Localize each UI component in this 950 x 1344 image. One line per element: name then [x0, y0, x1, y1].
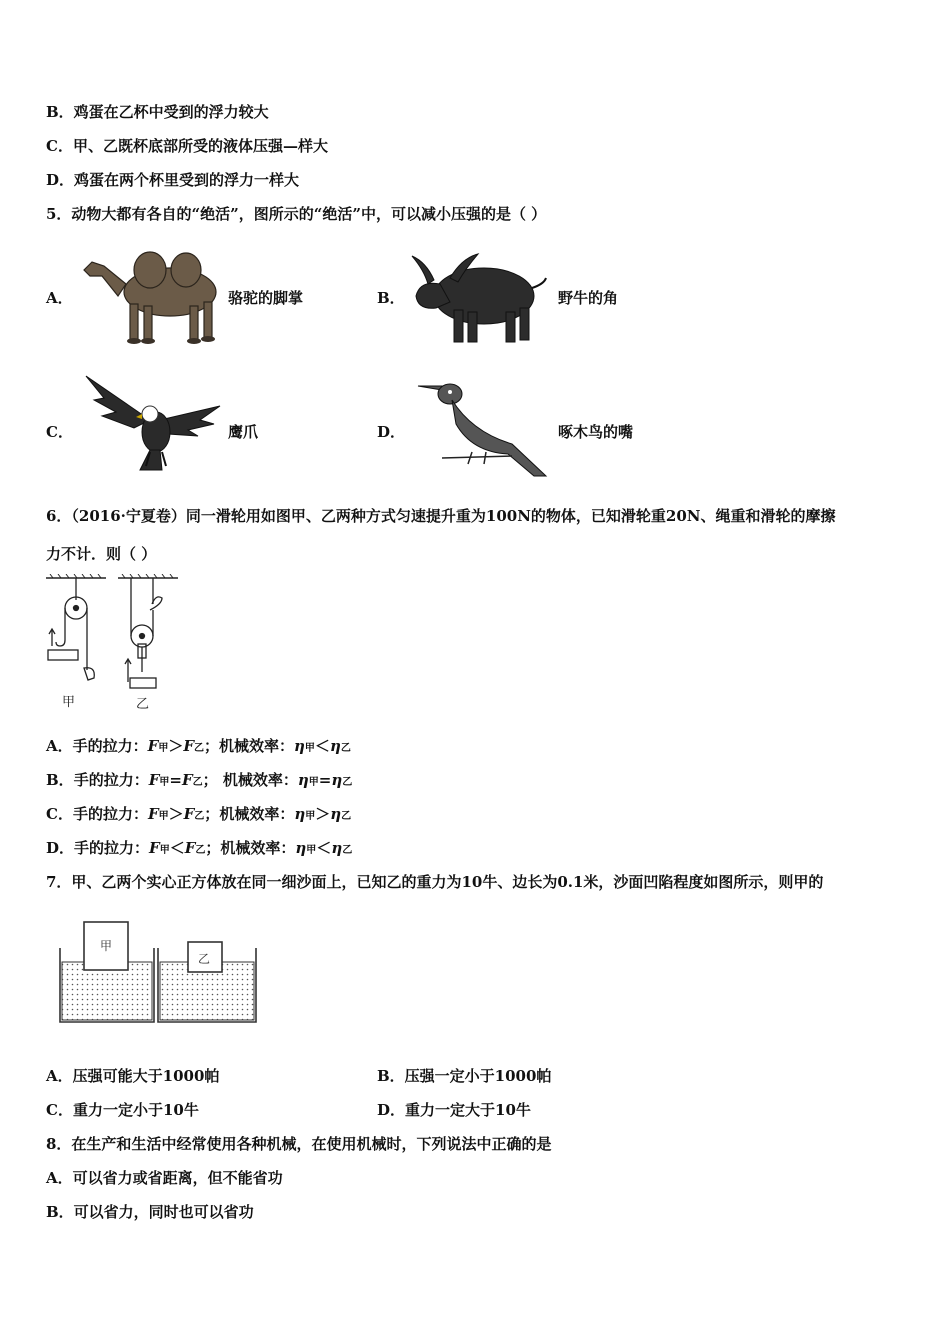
woodpecker-image — [412, 372, 552, 480]
q5-option-b-text: 野牛的角 — [558, 289, 619, 307]
q5-option-c-text: 鹰爪 — [228, 423, 259, 441]
q5-option-c-letter: C． — [46, 423, 73, 441]
q7-option-c: C．重力一定小于10牛 — [46, 1101, 199, 1119]
q8-option-b: B．可以省力，同时也可以省功 — [46, 1203, 254, 1221]
pulley-diagram — [44, 574, 184, 714]
q7-option-d: D．重力一定大于10牛 — [377, 1101, 531, 1119]
box-label-yi: 乙 — [198, 952, 211, 966]
q8-option-a: A．可以省力或省距离，但不能省功 — [46, 1169, 283, 1187]
q6-stem-line1: 6．（2016·宁夏卷）同一滑轮用如图甲、乙两种方式匀速提升重为100N的物体，已知滑轮重20N、绳重和滑轮的摩擦 — [46, 507, 836, 525]
box-label-jia: 甲 — [100, 939, 113, 953]
pulley-label-yi: 乙 — [136, 697, 150, 712]
q5-option-d-text: 啄木鸟的嘴 — [558, 423, 634, 441]
q8-stem: 8．在生产和生活中经常使用各种机械，在使用机械时，下列说法中正确的是 — [46, 1135, 552, 1153]
q5-option-b-letter: B． — [377, 289, 405, 307]
q7-option-a: A．压强可能大于1000帕 — [46, 1067, 220, 1085]
q6-stem-line2: 力不计．则（ ） — [46, 545, 157, 563]
q5-stem: 5．动物大都有各自的“绝活”，图所示的“绝活”中，可以减小压强的是（ ） — [46, 205, 547, 223]
camel-image — [78, 240, 224, 346]
pulley-label-jia: 甲 — [62, 695, 76, 710]
bison-image — [406, 240, 556, 348]
q5-option-a-text: 骆驼的脚掌 — [228, 289, 304, 307]
q6-option-a: A．手的拉力：F甲＞F乙；机械效率：η甲＜η乙 — [46, 737, 351, 755]
eagle-image — [80, 370, 224, 478]
q5-option-d-letter: D． — [377, 423, 406, 441]
q6-option-d: D．手的拉力：F甲＜F乙；机械效率：η甲＜η乙 — [46, 839, 353, 857]
q4-option-b: B．鸡蛋在乙杯中受到的浮力较大 — [46, 103, 269, 121]
q6-option-c: C．手的拉力：F甲＞F乙；机械效率：η甲＞η乙 — [46, 805, 352, 823]
q7-stem: 7．甲、乙两个实心正方体放在同一细沙面上，已知乙的重力为10牛、边长为0.1米，沙面凹陷程度如图所示，则甲的 — [46, 873, 824, 891]
q7-option-b: B．压强一定小于1000帕 — [377, 1067, 552, 1085]
q5-option-a-letter: A． — [46, 289, 73, 307]
q4-option-c: C．甲、乙既杯底部所受的液体压强—样大 — [46, 137, 328, 155]
sand-diagram — [56, 918, 262, 1026]
q4-option-d: D．鸡蛋在两个杯里受到的浮力一样大 — [46, 171, 300, 189]
q6-option-b: B．手的拉力：F甲=F乙； 机械效率：η甲=η乙 — [46, 771, 353, 789]
